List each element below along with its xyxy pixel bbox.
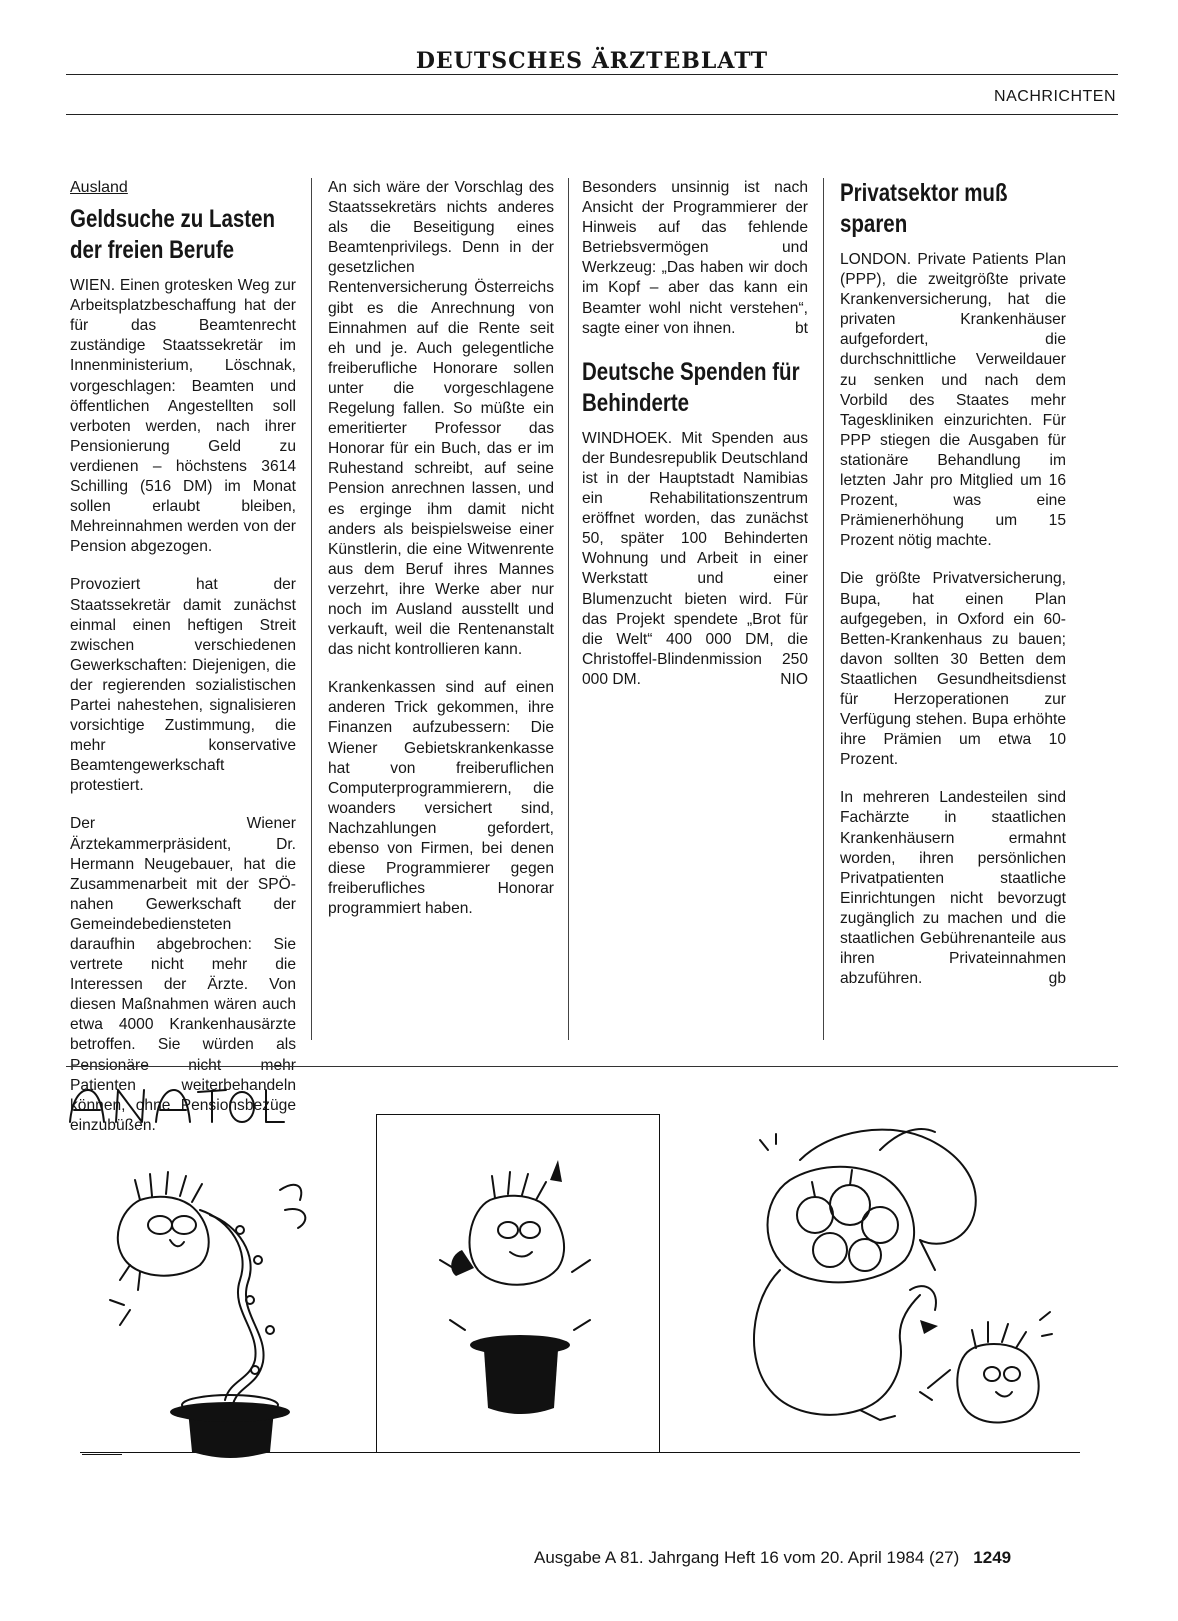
article1-paragraph-text: Besonders unsinnig ist nach Ansicht der Programmierer der Hinweis auf das fehlende Betriebsvermögen und Werkzeug: „Das haben wir doch im Kopf – aber das kann ein Beamter wohl nicht verstehen“, sagte einer von ihnen. [582, 179, 808, 337]
column-3 [582, 178, 808, 1040]
article2-text: WINDHOEK. Mit Spenden aus der Bundesrepublik Deutschland ist in der Hauptstadt Namibias ein Rehabilitationszentrum eröffnet worden, das zunächst 50, später 100 Behinderten Wohnung und Arbeit in einer Werkstatt und einer Blumenzucht bieten wird. Für das Projekt spendete „Brot für die Welt“ 400 000 DM, die Christoffel-Blindenmission 250 000 DM. [582, 429, 808, 688]
article1-paragraph: WIEN. Einen grotesken Weg zur Arbeitsplatzbeschaffung hat der für das Beamtenrecht zuständige Staatssekretär im Innenministerium, Löschnak, vorgeschlagen: Beamten und öffentlichen Angestellten soll verboten werden, nach ihrer Pensionierung Geld zu verdienen – höchstens 3614 Schilling (516 DM) im Monat sollen erlaubt bleiben, Mehreinnahmen werden von der Pension abgezogen. [70, 277, 296, 556]
column-4 [840, 178, 1066, 1040]
article1-paragraph [582, 178, 808, 339]
article3-paragraph: LONDON. Private Patients Plan (PPP), die zweitgrößte private Krankenversicherung, hat die privaten Krankenhäuser aufgefordert, die durchschnittliche Verweildauer zu senken und nach dem Vorbild des Staates mehr Tageskliniken einzurichten. Für PPP stiegen die Ausgaben für stationäre Behandlung im letzten Jahr pro Mitglied um 16 Prozent, was eine Prämienerhöhung um 15 Prozent nötig machte. [840, 251, 1066, 550]
column-separator [568, 178, 569, 1040]
headline-privatsektor: Privatsektor muß sparen [840, 179, 1008, 238]
cartoon-baseline [80, 1452, 1080, 1453]
article1-paragraph: Der Wiener Ärztekammerpräsident, Dr. Hermann Neugebauer, hat die Zusammenarbeit mit der SPÖ-nahen Gewerkschaft der Gemeindebediensteten daraufhin abgebrochen: Sie vertrete nicht mehr die Interessen der Ärzte. Von diesen Maßnahmen wären auch etwa 4000 Krankenhausärzte betroffen. Sie würden als Pensionäre nicht mehr Patienten weiterbehandeln können, ohne Pensionsbezüge einzubüßen. [70, 815, 296, 1134]
cartoon-signature-right [866, 1462, 1046, 1472]
column-2 [328, 178, 554, 1040]
article3-paragraph: Die größte Privatversicherung, Bupa, hat einen Plan aufgegeben, in Oxford ein 60-Betten-Krankenhaus zu bauen; davon sollten 30 Betten dem Staatlichen Gesundheitsdienst für Herzoperationen zur Verfügung stehen. Bupa erhöhte ihre Prämien um etwa 10 Prozent. [840, 570, 1066, 769]
cartoon-signature-left [82, 1454, 122, 1455]
column-separator [311, 178, 312, 1040]
cartoon-panel-3 [720, 1120, 1060, 1450]
column-separator [823, 178, 824, 1040]
column-1 [70, 178, 296, 1134]
issue-info: Ausgabe A 81. Jahrgang Heft 16 vom 20. April 1984 (27) [534, 1548, 960, 1567]
article1-paragraph: Provoziert hat der Staatssekretär damit zunächst einmal einen heftigen Streit zwischen verschiedenen Gewerkschaften: Diejenigen, die der regierenden sozialistischen Partei nahestehen, signalisieren vorsichtige Zustimmung, die mehr konservative Beamtengewerkschaft protestiert. [70, 576, 296, 795]
cartoon-panel-2 [400, 1140, 640, 1440]
article1-paragraph: Krankenkassen sind auf einen anderen Trick gekommen, ihre Finanzen aufzubessern: Die Wiener Gebietskrankenkasse hat von freiberuflichen Computerprogrammierern, die woanders versichert sind, Nachzahlungen gefordert, ebenso von Firmen, bei denen diese Programmierer gegen freiberufliches Honorar programmiert haben. [328, 679, 554, 918]
article1-paragraph: An sich wäre der Vorschlag des Staatssekretärs nichts anderes als die Beseitigung eines Beamtenprivilegs. Denn in der gesetzlichen Rentenversicherung Österreichs gibt es die Anrechnung von Einnahmen auf die Rente seit eh und je. Auch gelegentliche freiberufliche Honorare sollen unter die vorgeschlagene Regelung fallen. So müßte ein emeritierter Professor das Honorar für ein Buch, das er im Ruhestand schreibt, auf seine Pension anrechnen lassen, und es erginge ihm damit nicht anders als beispielsweise einer Künstlerin, die eine Witwenrente aus dem Beruf ihres Mannes verzehrt, ihre Werke aber nur noch im Ausland ausstellt und verkauft, weil die Rentenanstalt das nicht kontrollieren kann. [328, 179, 554, 659]
article2-body [582, 429, 808, 690]
article3-paragraph [840, 788, 1066, 989]
author-initials: gb [1048, 970, 1066, 988]
cartoon-rule [66, 1066, 1118, 1067]
header-rule [66, 114, 1118, 115]
cartoon-title-logo [66, 1080, 286, 1130]
cartoon-panel-1 [80, 1130, 350, 1460]
masthead-rule [66, 74, 1118, 75]
article3-text: In mehreren Landesteilen sind Fachärzte in staatlichen Krankenhäusern ermahnt worden, ihren persönlichen Privatpatienten staatliche Einrichtungen nicht bevorzugt zugänglich zu machen und die staatlichen Gebührenanteile aus ihren Privateinnahmen abzuführen. [840, 789, 1066, 988]
author-initials: NIO [780, 670, 808, 688]
headline-spenden: Deutsche Spenden für Behinderte [582, 357, 800, 417]
page-footer [534, 1548, 1011, 1568]
page-number: 1249 [973, 1548, 1012, 1567]
kicker: Ausland [70, 179, 128, 196]
section-label: NACHRICHTEN [994, 88, 1116, 105]
headline-geldsuche: Geldsuche zu Lasten der freien Berufe [70, 205, 276, 265]
author-initials: bt [794, 319, 808, 337]
masthead: DEUTSCHES ÄRZTEBLATT [415, 48, 769, 74]
